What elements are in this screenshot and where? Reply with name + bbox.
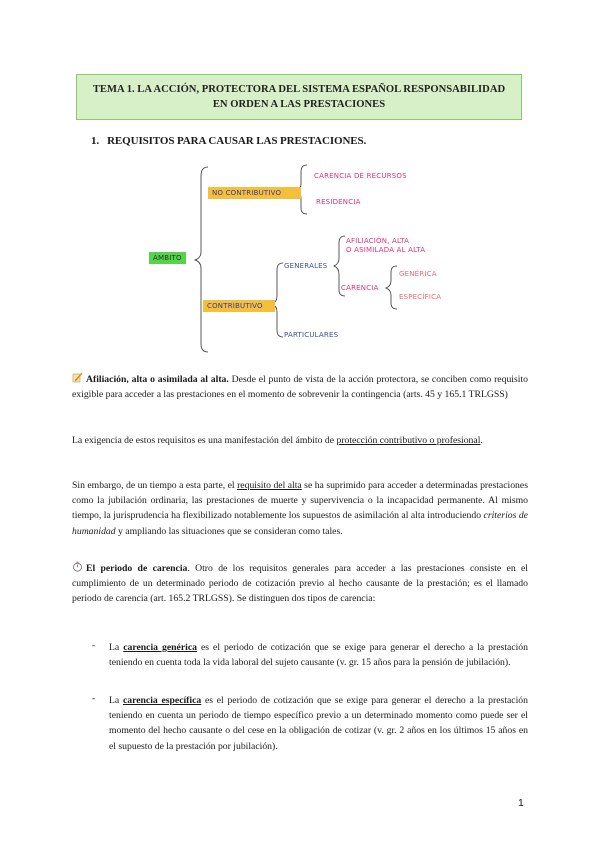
especifica-text-b: es el periodo de cotización que se exige para generar el derecho a la prestación teniendo en cuenta un periodo de tiempo específico previo a un determinado momento como puede ser el momento del hecho causante o del cese en la obligación de cotizar (v. gr. 2 años en los últimos 15 años en el supuesto de la prestación por jubilación). <box>109 695 528 752</box>
memo-icon <box>72 372 83 383</box>
generica-term: carencia genérica <box>123 642 197 653</box>
bullet-dash-2: - <box>92 693 96 704</box>
sinembargo-italic: criterios de humanidad <box>72 510 528 537</box>
paragraph-afiliacion <box>72 372 528 402</box>
especifica-term: carencia específica <box>122 695 202 706</box>
bullet-carencia-generica <box>109 640 528 670</box>
diagram-particulares: PARTICULARES <box>284 331 339 339</box>
section-heading <box>91 135 366 147</box>
section-number: 1. <box>91 135 100 147</box>
paragraph-carencia <box>72 561 528 607</box>
sinembargo-text-b: se ha suprimido para acceder a determinadas prestaciones como la jubilación ordinaria, las prestaciones de muerte y supervivencia o la incapacidad permanente. Al mismo tiempo, la jurisprudencia ha flexibilizado notablemente los supuestos de asimilación al alta introduciendo <box>72 480 528 522</box>
carencia-bracket <box>386 266 397 309</box>
diagram-carencia-recursos: CARENCIA DE RECURSOS <box>314 172 407 180</box>
section-title: REQUISITOS PARA CAUSAR LAS PRESTACIONES. <box>107 135 367 147</box>
generica-text-b: es el periodo de cotización que se exige para generar el derecho a la prestación teniendo en cuenta toda la vida laboral del sujeto causante (v. gr. 15 años para la pensión de jubilación). <box>109 642 528 669</box>
generica-text-a: La <box>109 642 124 653</box>
diagram-afiliacion-2: O ASIMILADA AL ALTA <box>346 246 426 254</box>
bullet-dash-1: - <box>92 640 96 651</box>
exigencia-text-a: La exigencia de estos requisitos es una manifestación del ámbito de <box>72 435 337 446</box>
stopwatch-icon <box>72 561 83 572</box>
especifica-text-a: La <box>109 695 123 706</box>
diagram-generica: GENÉRICA <box>399 270 437 278</box>
diagram-generales: GENERALES <box>284 262 328 270</box>
carencia-text: . Otro de los requisitos generales para acceder a las prestaciones consiste en el cumplimiento de un determinado periodo de cotización previo al hecho causante de la prestación; es el llamado periodo de carencia (art. 165.2 TRLGSS). Se distinguen dos tipos de carencia: <box>72 563 528 605</box>
paragraph-exigencia <box>72 433 528 448</box>
diagram-especifica: ESPECÍFICA <box>399 293 442 301</box>
paragraph-sin-embargo <box>72 478 528 539</box>
diagram-no-contributivo: NO CONTRIBUTIVO <box>208 187 301 199</box>
document-title: TEMA 1. LA ACCIÓN, PROTECTORA DEL SISTEMA ESPAÑOL RESPONSABILIDAD EN ORDEN A LAS PRESTACIONES <box>92 84 506 110</box>
root-bracket <box>195 167 208 352</box>
carencia-lead: El periodo de carencia <box>86 563 188 574</box>
page-number: 1 <box>518 797 524 809</box>
diagram-contributivo: CONTRIBUTIVO <box>203 300 275 312</box>
diagram-residencia: RESIDENCIA <box>316 198 361 206</box>
sinembargo-text-c: y ampliando las situaciones que se consideran como tales. <box>115 525 343 537</box>
diagram-afiliacion-1: AFILIACIÓN, ALTA <box>346 237 410 245</box>
exigencia-underlined: protección contributivo o profesional <box>336 435 481 446</box>
afiliacion-text: Desde el punto de vista de la acción protectora, se conciben como requisito exigible para acceder a las prestaciones en el momento de sobrevenir la contingencia (arts. 45 y 165.1 TRLGSS) <box>72 374 528 401</box>
bullet-carencia-especifica <box>109 693 528 754</box>
afiliacion-lead: Afiliación, alta o asimilada al alta. <box>86 374 229 385</box>
diagram-carencia: CARENCIA <box>341 284 379 292</box>
title-box <box>76 74 522 120</box>
sinembargo-underlined: requisito del alta <box>237 480 302 491</box>
exigencia-text-b: . <box>480 435 483 446</box>
sinembargo-text-a: Sin embargo, de un tiempo a esta parte, el <box>72 480 238 491</box>
diagram-root: ÁMBITO <box>149 254 186 262</box>
